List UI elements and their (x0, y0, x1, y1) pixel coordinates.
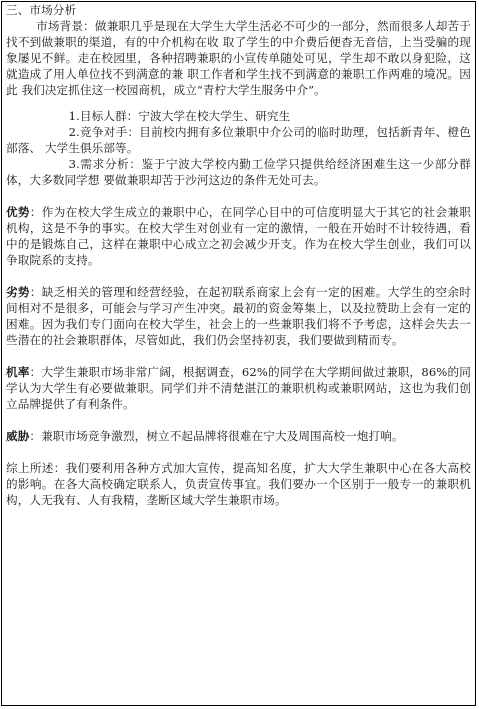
spacer (6, 188, 471, 204)
weaknesses-text: ：缺乏相关的管理和经营经验，在起初联系商家上会有一定的困难。大学生的空余时间相对不是很多，可能会与学习产生冲突。最初的资金筹集上，以及拉赞助上会有一定的困难。因为我们专门面向在校大学生，社会上的一些兼职我们将不予考虑，这样会失去一些潜在的社会兼职群体，尽管如此，我们仍会坚持初衷，我们要做到精而专。 (6, 285, 471, 347)
threats-paragraph (6, 428, 471, 444)
market-background-paragraph: 市场背景：做兼职几乎是现在大学生大学生活必不可少的一部分，然而很多人却苦于找不到做兼职的渠道，有的中介机构在收 取了学生的中介费后便杳无音信，上当受骗的现象屡见不鲜。走在校园里，各种招聘兼职的小宣传单随处可见，学生却不敢以身犯险，这就造成了用人单位找不到满意的兼 职工作者和学生找不到满意的兼职工作两难的境况。因此 我们决定抓住这一校园商机，成立“青柠大学生服务中介”。 (6, 19, 471, 97)
strengths-label: 优势 (6, 205, 30, 219)
list-item-target-group: 1.目标人群：宁波大学在校大学生、研究生 (68, 109, 291, 123)
opportunities-label: 机率 (6, 365, 30, 379)
spacer (6, 348, 471, 364)
section-title: 三、市场分析 (6, 3, 77, 17)
spacer (6, 444, 471, 460)
spacer (6, 412, 471, 428)
opportunities-text: ：大学生兼职市场非常广阔，根据调查，62%的同学在大学期间做过兼职，86%的同学认为大学生有必要做兼职。同学们并不清楚湛江的兼职机构或兼职网站，这也为我们创立品牌提供了有利条件。 (6, 365, 471, 411)
weaknesses-label: 劣势 (6, 285, 30, 299)
list-item-competitors: 2.竞争对手：目前校内拥有多位兼职中介公司的临时助理，包括新青年、橙色部落、 大学生俱乐部等。 (6, 125, 471, 155)
spacer (6, 268, 471, 284)
threats-label: 威胁 (6, 429, 30, 443)
threats-text: ：兼职市场竞争激烈，树立不起品牌将很难在宁大及周围高校一炮打响。 (29, 429, 404, 443)
spacer (6, 98, 471, 108)
strengths-paragraph (6, 204, 471, 268)
document-body (6, 2, 471, 508)
opportunities-paragraph (6, 364, 471, 412)
weaknesses-paragraph (6, 284, 471, 348)
summary-paragraph: 综上所述：我们要利用各种方式加大宣传，提高知名度，扩大大学生兼职中心在各大高校的影响。在各大高校确定联系人，负责宣传事宜。我们要办一个区别于一般专一的兼职机构，人无我有、人有我精，垄断区域大学生兼职市场。 (6, 461, 471, 507)
strengths-text: ：作为在校大学生成立的兼职中心，在同学心目中的可信度明显大于其它的社会兼职机构，这是不争的事实。在校大学生对创业有一定的激情，一般在开始时不计较待遇，看中的是锻炼自己，这样在兼职中心成立之初会减少开支。作为在校大学生创业，我们可以争取院系的支持。 (6, 205, 471, 267)
list-item-demand-analysis: 3.需求分析：鉴于宁波大学校内勤工俭学只提供给经济困难生这一少部分群体，大多数同学想 要做兼职却苦于沙河这边的条件无处可去。 (6, 157, 471, 187)
